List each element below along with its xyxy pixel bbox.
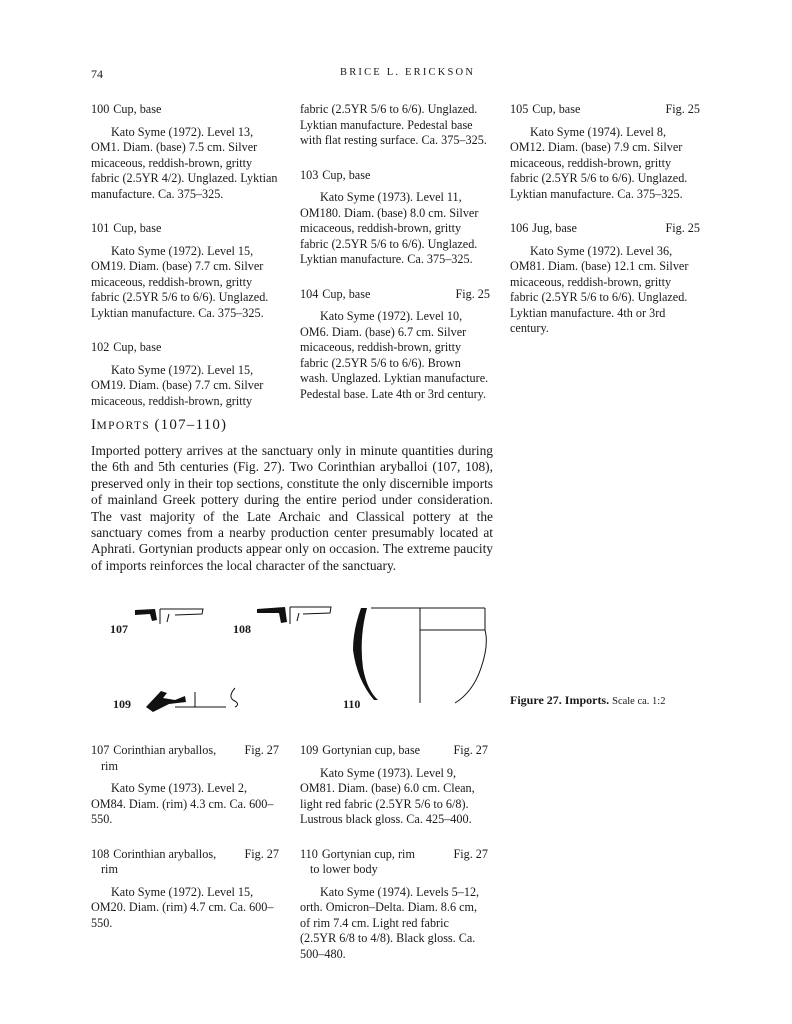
entry-figure-ref: Fig. 25 [665, 221, 700, 235]
entry-figure-ref: Fig. 27 [453, 846, 488, 861]
catalog-entry-100 [91, 102, 281, 202]
entry-number: 109 [300, 743, 319, 757]
entry-number: 101 [91, 221, 110, 235]
entry-title: Gortynian cup, base [322, 743, 421, 757]
figure-label-108: 108 [233, 622, 251, 636]
section-heading-rest: MPORTS [96, 420, 151, 432]
catalog-entry-105 [510, 102, 700, 202]
entry-title: Corinthian aryballos, [113, 846, 217, 861]
entry-title: Gortynian cup, rim [321, 846, 415, 861]
figure-caption [510, 693, 665, 708]
entry-figure-ref: Fig. 25 [665, 102, 700, 116]
catalog-entry-106 [510, 221, 700, 337]
figure-label-109: 109 [113, 697, 131, 711]
figure-caption-title: Figure 27. Imports. [510, 693, 610, 707]
section-heading [91, 417, 227, 434]
figure-label-107: 107 [110, 622, 128, 636]
entry-figure-ref: Fig. 27 [244, 846, 279, 861]
entry-title: Cup, base [322, 167, 371, 182]
catalog-entry-109 [300, 743, 488, 828]
entry-title-continued: to lower body [310, 862, 378, 876]
entry-description: Kato Syme (1974). Levels 5–12, orth. Omicron–Delta. Diam. 8.6 cm, of rim 7.4 cm. Light red fabric (2.5YR 6/8 to 4/8). Black gloss. Ca. 500–480. [300, 884, 480, 961]
entry-number: 108 [91, 846, 110, 861]
entry-title: Cup, base [532, 102, 581, 116]
catalog-entry-107 [91, 743, 279, 828]
entry-description: Kato Syme (1973). Level 11, OM180. Diam. (base) 8.0 cm. Silver micaceous, reddish-brown, gritty fabric (2.5YR 5/6 to 6/6). Unglazed. Lyktian manufacture. Ca. 375–325. [300, 190, 479, 266]
catalog-column-1 [91, 102, 281, 428]
imports-column-2 [300, 743, 488, 981]
catalog-entry-101 [91, 221, 281, 321]
entry-description: Kato Syme (1972). Level 15, OM19. Diam. (base) 7.7 cm. Silver micaceous, reddish-brown, gritty fabric (2.5YR 5/6 to 6/6). Unglazed. Lyktian manufacture. Ca. 375–325. [91, 243, 269, 320]
entry-title: Cup, base [113, 102, 162, 116]
entry-number: 107 [91, 743, 110, 757]
catalog-entry-102-continued [300, 102, 490, 149]
profile-107 [135, 609, 203, 624]
entry-title-continued: rim [101, 758, 118, 773]
entry-title: Jug, base [532, 221, 577, 235]
entry-number: 105 [510, 102, 529, 116]
entry-number: 104 [300, 286, 319, 301]
figure-caption-scale: Scale ca. 1:2 [612, 696, 666, 707]
figure-27-drawings [91, 600, 551, 720]
entry-figure-ref: Fig. 27 [453, 743, 488, 757]
catalog-entry-108 [91, 847, 279, 932]
entry-title-continued: rim [101, 862, 118, 876]
imports-column-1 [91, 743, 279, 950]
entry-number: 100 [91, 102, 110, 116]
entry-description: Kato Syme (1972). Level 15, OM19. Diam. (base) 7.7 cm. Silver micaceous, reddish-brown, gritty [91, 362, 264, 408]
entry-description-continued: fabric (2.5YR 5/6 to 6/6). Unglazed. Lyktian manufacture. Pedestal base with flat resting surface. Ca. 375–325. [300, 102, 487, 147]
entry-description: Kato Syme (1972). Level 36, OM81. Diam. (base) 12.1 cm. Silver micaceous, reddish-brown, gritty fabric (2.5YR 5/6 to 6/6). Unglazed. Lyktian manufacture. 4th or 3rd century. [510, 243, 689, 335]
running-head: BRICE L. ERICKSON [340, 67, 476, 78]
entry-title: Cup, base [322, 286, 371, 301]
pottery-profiles [91, 600, 551, 720]
entry-description: Kato Syme (1974). Level 8, OM12. Diam. (base) 7.9 cm. Silver micaceous, reddish-brown, gritty fabric (2.5YR 5/6 to 6/6). Unglazed. Lyktian manufacture. Ca. 375–325. [510, 124, 688, 201]
entry-description: Kato Syme (1972). Level 15, OM20. Diam. (rim) 4.7 cm. Ca. 600–550. [91, 884, 274, 930]
entry-title: Cup, base [113, 221, 162, 235]
figure-label-110: 110 [343, 697, 361, 711]
entry-description: Kato Syme (1972). Level 10, OM6. Diam. (base) 6.7 cm. Silver micaceous, reddish-brown, gritty fabric (2.5YR 5/6 to 6/6). Brown wash. Unglazed. Lyktian manufacture. Pedestal base. Late 4th or 3rd century. [300, 309, 489, 401]
page-number: 74 [91, 67, 103, 81]
entry-figure-ref: Fig. 25 [455, 286, 490, 301]
profile-109 [146, 688, 238, 712]
entry-description: Kato Syme (1973). Level 2, OM84. Diam. (rim) 4.3 cm. Ca. 600–550. [91, 781, 274, 826]
entry-number: 106 [510, 221, 529, 235]
catalog-entry-110 [300, 847, 488, 963]
section-paragraph: Imported pottery arrives at the sanctuary only in minute quantities during the 6th and 5th centuries (Fig. 27). Two Corinthian aryballoi (107, 108), preserved only in their top sections, constitute the only discernible imports of mainland Greek pottery during the entire period under consideration. The vast majority of the Late Archaic and Classical pottery at the sanctuary comes from a nearby production center presumably located at Aphrati. Gortynian products appear only on occasion. The extreme paucity of imports reinforces the local character of the sanctuary. [91, 443, 493, 573]
entry-number: 110 [300, 846, 318, 861]
catalog-column-2 [300, 102, 490, 421]
entry-number: 103 [300, 167, 319, 182]
entry-description: Kato Syme (1973). Level 9, OM81. Diam. (base) 6.0 cm. Clean, light red fabric (2.5YR 5/6 to 6/8). Lustrous black gloss. Ca. 425–400. [300, 765, 475, 826]
catalog-column-3 [510, 102, 700, 356]
entry-figure-ref: Fig. 27 [244, 743, 279, 757]
catalog-entry-102 [91, 340, 281, 409]
section-heading-initial: I [91, 417, 97, 433]
profile-108 [257, 607, 331, 624]
entry-number: 102 [91, 340, 110, 354]
profile-110 [353, 608, 486, 703]
catalog-entry-103 [300, 168, 490, 268]
entry-title: Corinthian aryballos, [113, 743, 217, 757]
section-heading-range: (107–110) [154, 417, 228, 433]
entry-title: Cup, base [113, 340, 162, 354]
entry-description: Kato Syme (1972). Level 13, OM1. Diam. (base) 7.5 cm. Silver micaceous, reddish-brown, gritty fabric (2.5YR 4/2). Unglazed. Lyktian manufacture. Ca. 375–325. [91, 124, 278, 201]
catalog-entry-104 [300, 287, 490, 403]
